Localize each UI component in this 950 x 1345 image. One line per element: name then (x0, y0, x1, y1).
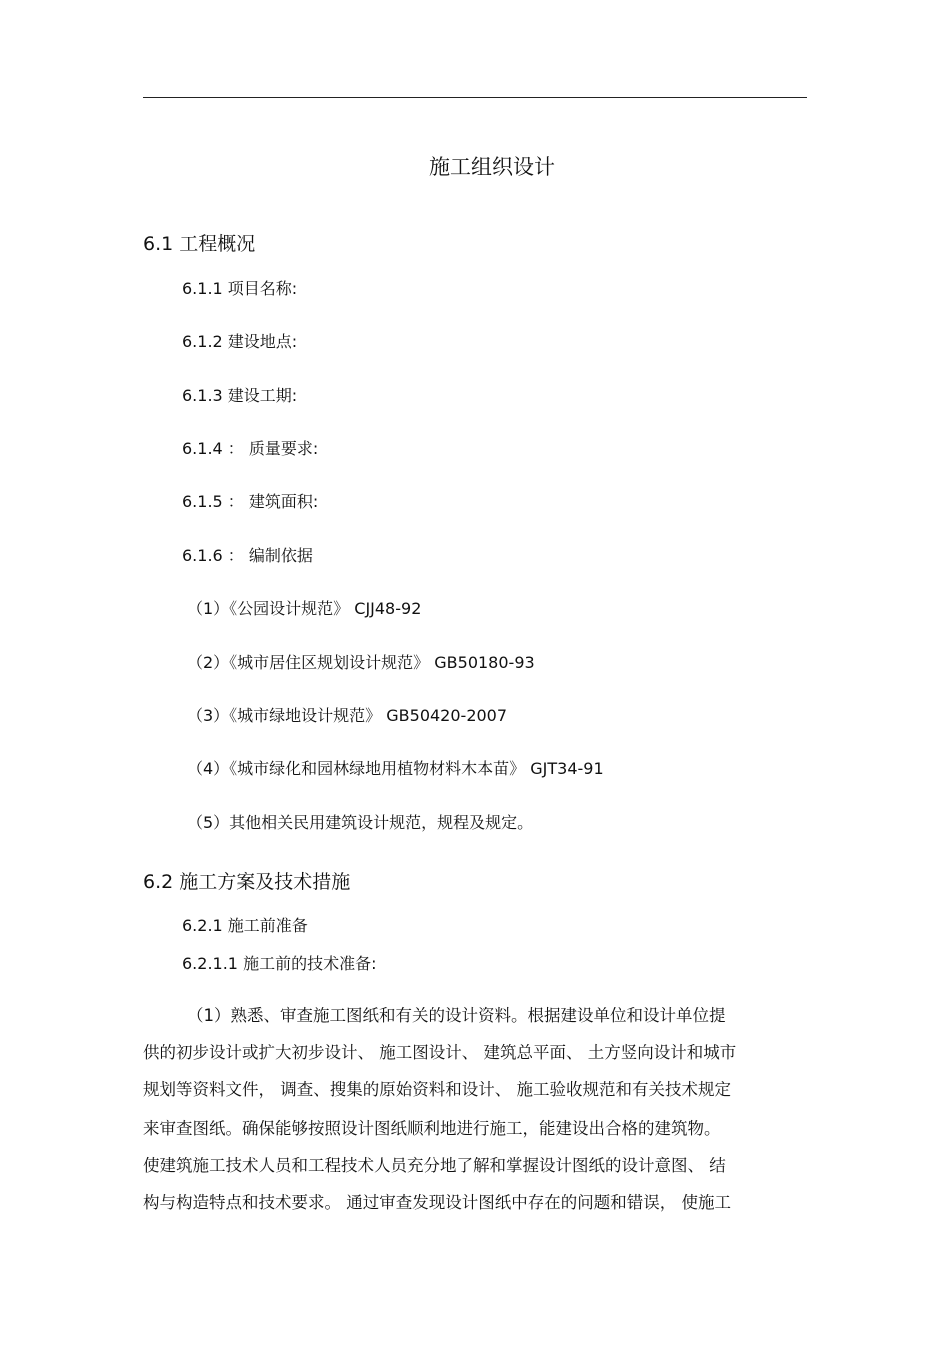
reference-item: （4）《城市绿化和园林绿地用植物材料木本苗》 GJT34-91 (187, 759, 604, 778)
document-title: 施工组织设计 (429, 155, 555, 179)
section-6-1-heading: 6.1 工程概况 (143, 233, 256, 255)
reference-item: （1）《公园设计规范》 CJJ48-92 (187, 599, 422, 618)
paragraph-line: 使建筑施工技术人员和工程技术人员充分地了解和掌握设计图纸的设计意图、 结 (143, 1156, 726, 1175)
item-6-1-5: 6.1.5 ： 建筑面积: (182, 492, 319, 511)
reference-item: （3）《城市绿地设计规范》 GB50420-2007 (187, 706, 508, 725)
paragraph-line: 规划等资料文件， 调查、搜集的原始资料和设计、 施工验收规范和有关技术规定 (143, 1080, 731, 1099)
item-6-2-1-1: 6.2.1.1 施工前的技术准备: (182, 954, 377, 973)
paragraph-line: 供的初步设计或扩大初步设计、 施工图设计、 建筑总平面、 土方竖向设计和城市 (143, 1043, 737, 1062)
paragraph-line: 来审查图纸。确保能够按照设计图纸顺利地进行施工，能建设出合格的建筑物。 (143, 1119, 721, 1138)
paragraph-line: 构与构造特点和技术要求。 通过审查发现设计图纸中存在的问题和错误， 使施工 (143, 1193, 731, 1212)
reference-item: （2）《城市居住区规划设计规范》 GB50180-93 (187, 653, 535, 672)
item-6-1-3: 6.1.3 建设工期: (182, 386, 298, 405)
paragraph-line: （1）熟悉、审查施工图纸和有关的设计资料。根据建设单位和设计单位提 (187, 1006, 726, 1025)
item-6-1-4: 6.1.4 ： 质量要求: (182, 439, 319, 458)
section-6-2-heading: 6.2 施工方案及技术措施 (143, 871, 351, 893)
reference-item: （5）其他相关民用建筑设计规范，规程及规定。 (187, 813, 534, 832)
item-6-1-2: 6.1.2 建设地点: (182, 332, 298, 351)
item-6-1-6: 6.1.6 ： 编制依据 (182, 546, 313, 565)
item-6-2-1: 6.2.1 施工前准备 (182, 916, 308, 935)
header-rule (143, 97, 807, 98)
item-6-1-1: 6.1.1 项目名称: (182, 279, 298, 298)
